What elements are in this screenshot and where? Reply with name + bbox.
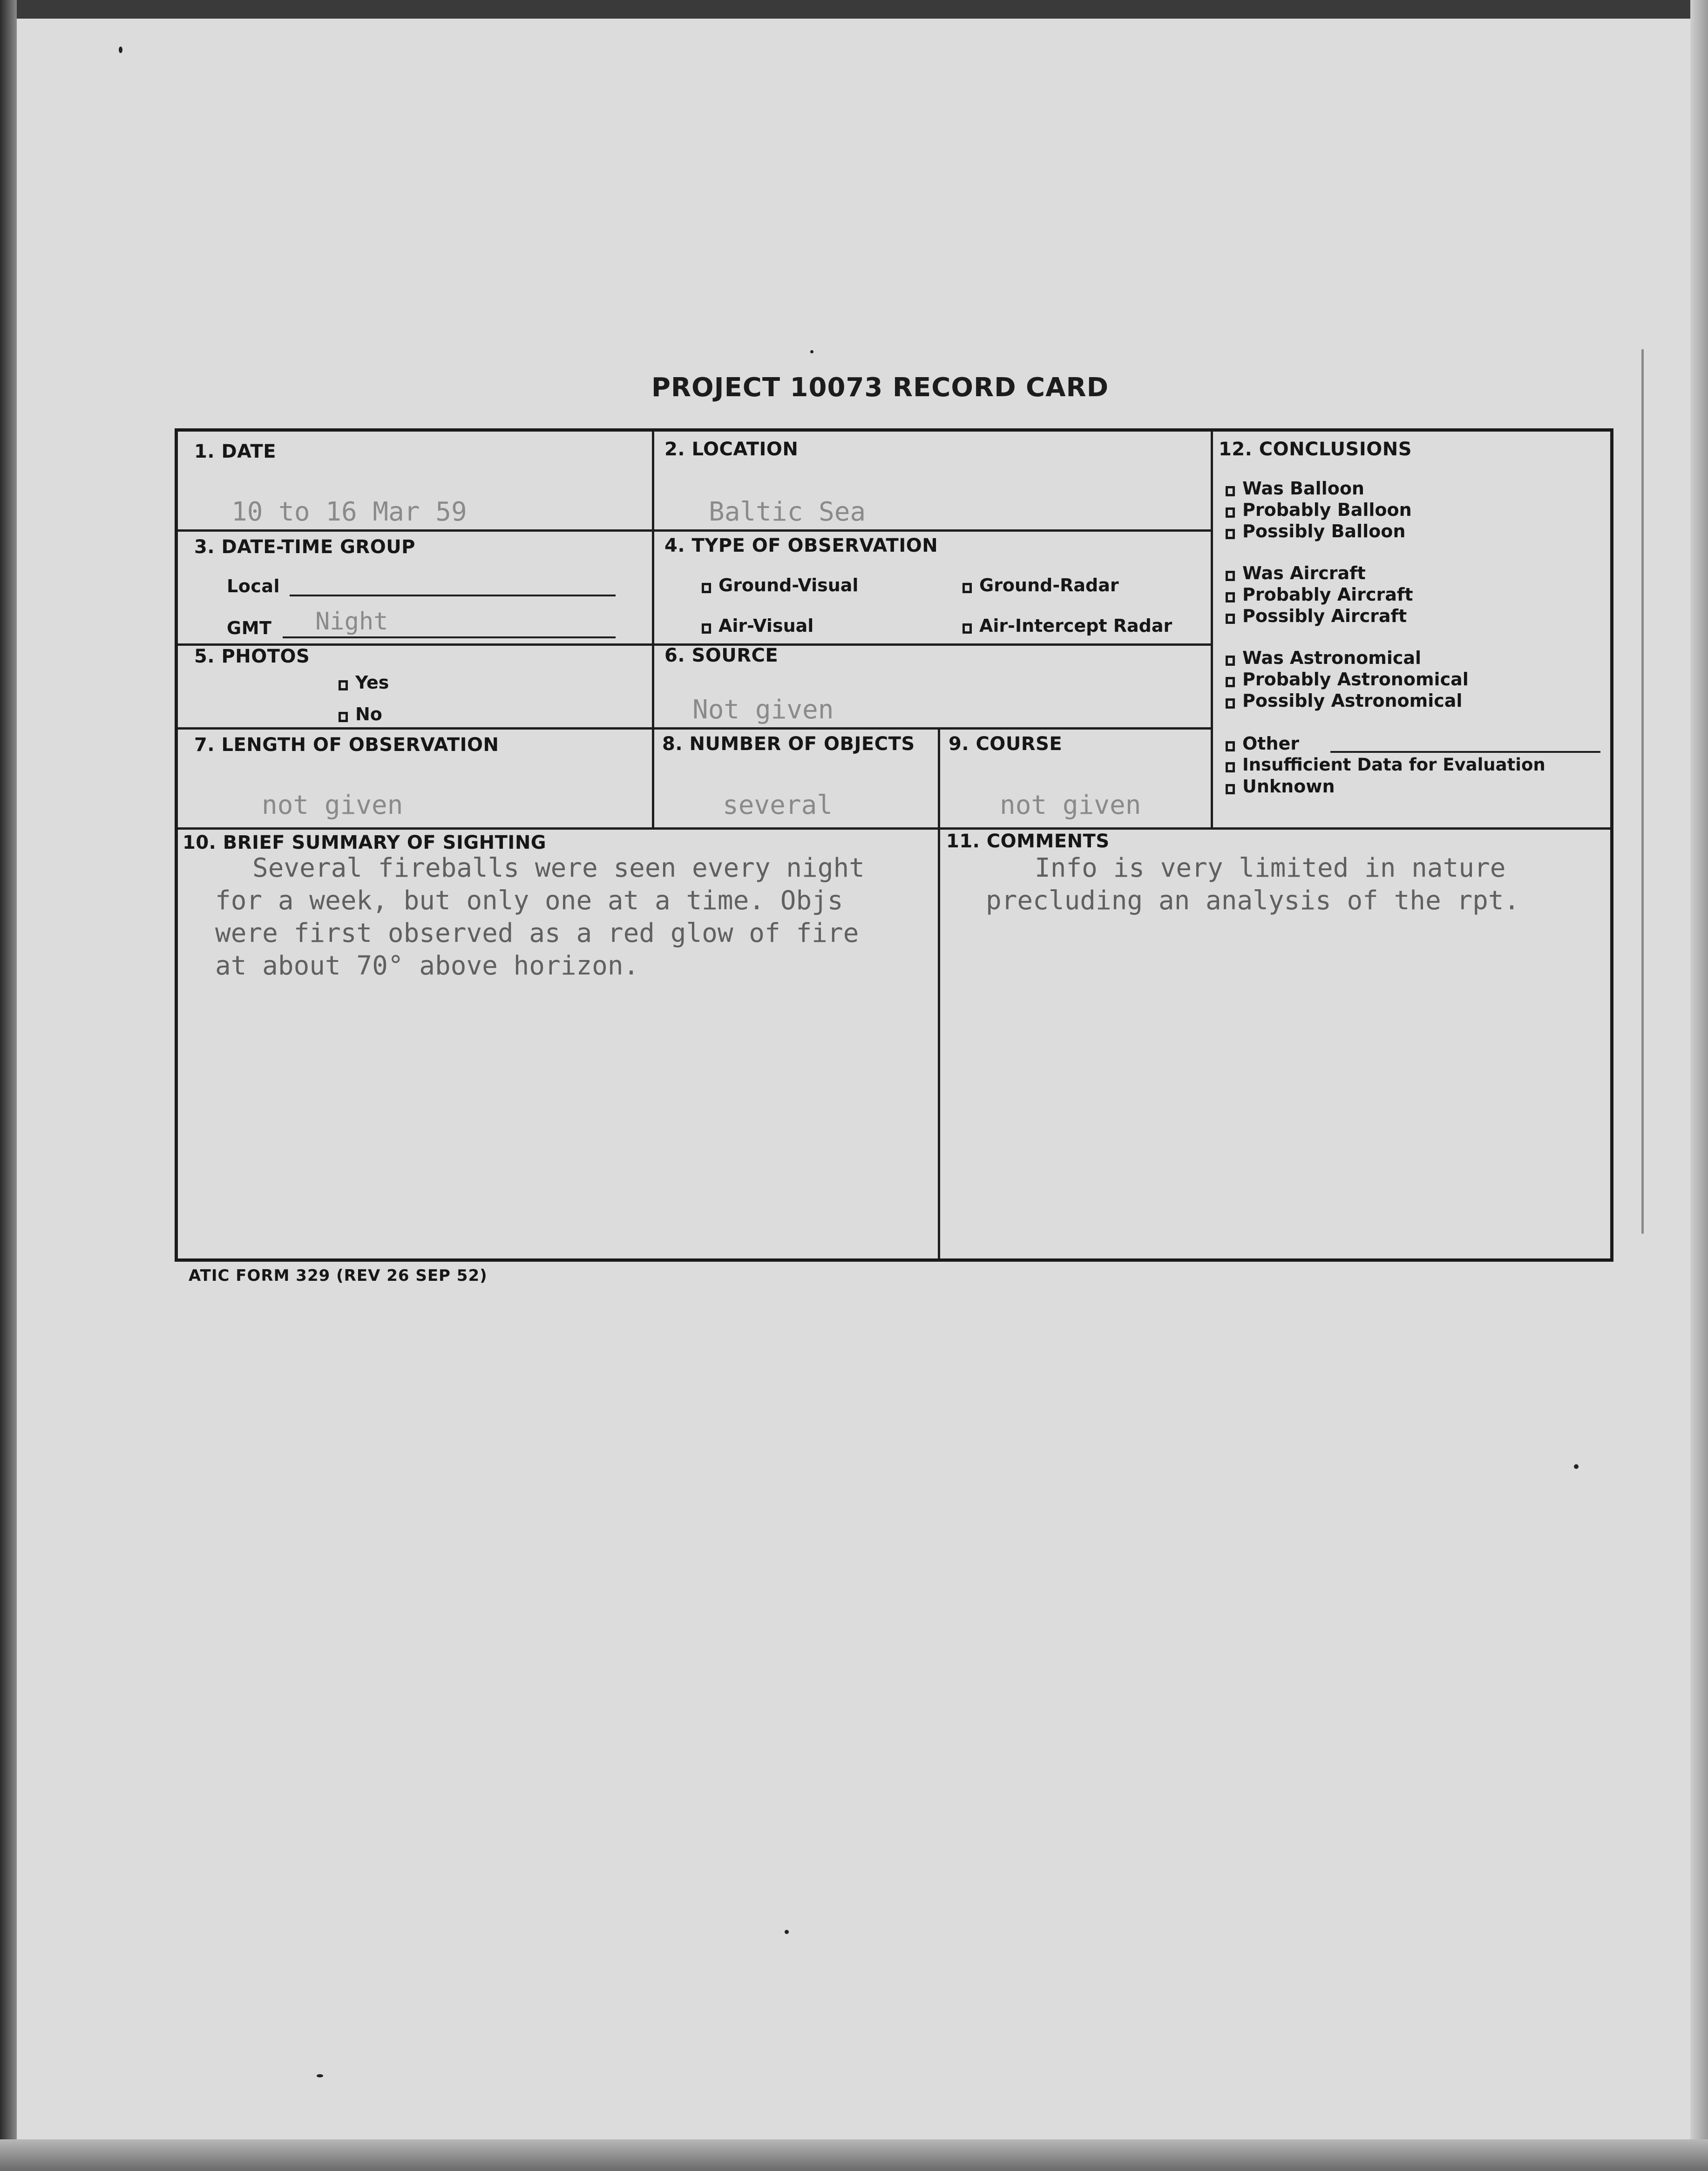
scan-edge-top — [0, 0, 1708, 19]
scan-speck — [119, 47, 122, 53]
photos-label: 5. PHOTOS — [194, 646, 310, 667]
checkbox-icon — [702, 623, 711, 634]
source-value: Not given — [692, 695, 834, 725]
comments-label: 11. COMMENTS — [946, 831, 1110, 852]
dtg-gmt-label: GMT — [227, 618, 272, 638]
conclusion-other[interactable]: Other — [1226, 733, 1299, 754]
checkbox-icon — [1226, 507, 1235, 518]
source-label: 6. SOURCE — [664, 645, 779, 666]
scan-line — [1641, 349, 1644, 1234]
date-label: 1. DATE — [194, 441, 277, 462]
scan-speck — [317, 2074, 323, 2077]
divider-row4 — [178, 827, 1610, 830]
scan-edge-bottom — [0, 2139, 1708, 2171]
conclusion-probably-aircraft[interactable]: Probably Aircraft — [1226, 584, 1413, 605]
photos-yes-option[interactable]: Yes — [339, 672, 389, 693]
obs-type-label: 4. TYPE OF OBSERVATION — [664, 535, 938, 556]
obs-ground-visual-option[interactable]: Ground-Visual — [702, 575, 858, 595]
checkbox-icon — [1226, 741, 1235, 751]
checkbox-icon — [1226, 656, 1235, 666]
conclusion-possibly-astronomical[interactable]: Possibly Astronomical — [1226, 690, 1462, 711]
location-label: 2. LOCATION — [664, 439, 799, 460]
checkbox-icon — [962, 583, 972, 593]
summary-line: were first observed as a red glow of fire — [215, 918, 859, 948]
dtg-gmt-value: Night — [315, 608, 388, 636]
conclusions-label: 12. CONCLUSIONS — [1219, 439, 1412, 460]
scan-speck — [810, 350, 813, 353]
scan-edge-right — [1690, 0, 1708, 2171]
checkbox-icon — [1226, 614, 1235, 624]
course-label: 9. COURSE — [949, 733, 1063, 755]
conclusion-possibly-aircraft[interactable]: Possibly Aircraft — [1226, 606, 1407, 626]
checkbox-icon — [339, 712, 348, 722]
date-value: 10 to 16 Mar 59 — [231, 497, 467, 527]
checkbox-icon — [1226, 486, 1235, 496]
checkbox-icon — [1226, 784, 1235, 794]
conclusion-was-balloon[interactable]: Was Balloon — [1226, 478, 1364, 499]
comments-line: precluding an analysis of the rpt. — [986, 886, 1520, 916]
summary-line: for a week, but only one at a time. Objs — [215, 886, 843, 916]
summary-line: at about 70° above horizon. — [215, 951, 639, 981]
scan-speck — [785, 1930, 789, 1934]
checkbox-icon — [1226, 677, 1235, 687]
summary-line: Several fireballs were seen every night — [252, 853, 865, 883]
record-card — [175, 428, 1613, 1262]
dtg-local-label: Local — [227, 576, 280, 596]
conclusion-unknown[interactable]: Unknown — [1226, 776, 1335, 797]
checkbox-icon — [1226, 698, 1235, 709]
conclusion-probably-astronomical[interactable]: Probably Astronomical — [1226, 669, 1469, 690]
dtg-local-line — [290, 595, 616, 596]
dtg-label: 3. DATE-TIME GROUP — [194, 536, 415, 558]
dtg-gmt-line — [283, 636, 616, 638]
conclusion-was-aircraft[interactable]: Was Aircraft — [1226, 563, 1366, 583]
scan-speck — [1574, 1464, 1579, 1469]
obs-air-intercept-radar-option[interactable]: Air-Intercept Radar — [962, 615, 1172, 636]
checkbox-icon — [1226, 571, 1235, 581]
checkbox-icon — [1226, 592, 1235, 602]
obs-air-visual-option[interactable]: Air-Visual — [702, 615, 813, 636]
photos-no-option[interactable]: No — [339, 704, 382, 724]
divider-row1 — [178, 529, 1212, 532]
conclusion-probably-balloon[interactable]: Probably Balloon — [1226, 500, 1412, 520]
obs-ground-radar-option[interactable]: Ground-Radar — [962, 575, 1119, 595]
comments-line: Info is very limited in nature — [1035, 853, 1506, 883]
divider-col1 — [652, 432, 654, 827]
length-label: 7. LENGTH OF OBSERVATION — [194, 734, 499, 756]
num-objects-value: several — [723, 790, 833, 820]
scan-edge-left — [0, 0, 17, 2171]
num-objects-label: 8. NUMBER OF OBJECTS — [662, 733, 915, 755]
conclusion-possibly-balloon[interactable]: Possibly Balloon — [1226, 521, 1405, 541]
summary-label: 10. BRIEF SUMMARY OF SIGHTING — [183, 832, 547, 853]
checkbox-icon — [339, 680, 348, 690]
divider-row3 — [178, 727, 1212, 730]
divider-col2 — [1211, 432, 1213, 827]
checkbox-icon — [962, 623, 972, 634]
divider-col-lower — [938, 727, 940, 1258]
conclusion-other-line — [1330, 751, 1600, 753]
conclusion-was-astronomical[interactable]: Was Astronomical — [1226, 648, 1421, 668]
course-value: not given — [1000, 790, 1141, 820]
checkbox-icon — [1226, 529, 1235, 539]
checkbox-icon — [702, 583, 711, 593]
location-value: Baltic Sea — [709, 497, 866, 527]
conclusion-insufficient-data[interactable]: Insufficient Data for Evaluation — [1226, 755, 1545, 775]
card-title: PROJECT 10073 RECORD CARD — [651, 372, 1109, 403]
form-number-footer: ATIC FORM 329 (REV 26 SEP 52) — [189, 1266, 488, 1285]
checkbox-icon — [1226, 762, 1235, 772]
length-value: not given — [262, 790, 403, 820]
